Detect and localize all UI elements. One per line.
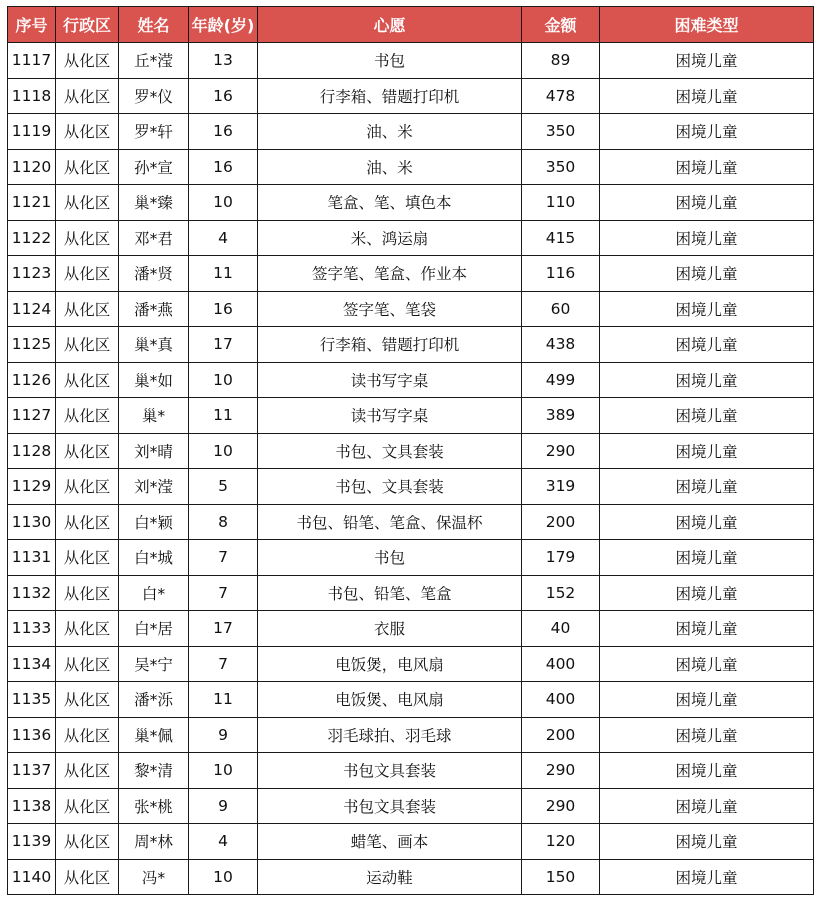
cell-name: 白*颖 [119, 504, 189, 540]
cell-district: 从化区 [56, 398, 119, 434]
cell-wish: 书包、文具套装 [258, 433, 522, 469]
wish-table-container [7, 6, 814, 895]
cell-wish: 书包文具套装 [258, 753, 522, 789]
cell-id: 1127 [8, 398, 56, 434]
cell-amount: 350 [522, 149, 600, 185]
cell-amount: 40 [522, 611, 600, 647]
cell-id: 1117 [8, 43, 56, 79]
cell-age: 7 [189, 575, 258, 611]
cell-wish: 书包、文具套装 [258, 469, 522, 505]
cell-amount: 116 [522, 256, 600, 292]
cell-district: 从化区 [56, 78, 119, 114]
cell-age: 4 [189, 220, 258, 256]
table-body [8, 43, 814, 895]
table-row [8, 220, 814, 256]
cell-name: 刘*滢 [119, 469, 189, 505]
cell-id: 1128 [8, 433, 56, 469]
table-row [8, 611, 814, 647]
cell-difficulty-type: 困境儿童 [600, 149, 814, 185]
cell-age: 11 [189, 682, 258, 718]
cell-difficulty-type: 困境儿童 [600, 398, 814, 434]
cell-wish: 书包文具套装 [258, 788, 522, 824]
table-row [8, 185, 814, 221]
cell-age: 5 [189, 469, 258, 505]
table-row [8, 362, 814, 398]
header-wish: 心愿 [258, 7, 522, 43]
cell-age: 10 [189, 859, 258, 895]
cell-amount: 319 [522, 469, 600, 505]
cell-name: 白* [119, 575, 189, 611]
cell-district: 从化区 [56, 327, 119, 363]
cell-wish: 行李箱、错题打印机 [258, 327, 522, 363]
cell-name: 冯* [119, 859, 189, 895]
cell-difficulty-type: 困境儿童 [600, 291, 814, 327]
cell-age: 7 [189, 540, 258, 576]
cell-name: 巢*如 [119, 362, 189, 398]
cell-name: 刘*晴 [119, 433, 189, 469]
cell-wish: 读书写字桌 [258, 398, 522, 434]
header-age: 年龄(岁) [189, 7, 258, 43]
cell-name: 罗*仪 [119, 78, 189, 114]
table-row [8, 575, 814, 611]
cell-district: 从化区 [56, 788, 119, 824]
cell-district: 从化区 [56, 646, 119, 682]
cell-id: 1134 [8, 646, 56, 682]
cell-name: 巢*臻 [119, 185, 189, 221]
cell-age: 11 [189, 398, 258, 434]
table-header-row [8, 7, 814, 43]
cell-district: 从化区 [56, 682, 119, 718]
cell-id: 1140 [8, 859, 56, 895]
cell-wish: 书包 [258, 540, 522, 576]
cell-wish: 运动鞋 [258, 859, 522, 895]
cell-difficulty-type: 困境儿童 [600, 362, 814, 398]
table-row [8, 256, 814, 292]
cell-amount: 89 [522, 43, 600, 79]
cell-name: 孙*宣 [119, 149, 189, 185]
header-district: 行政区 [56, 7, 119, 43]
cell-id: 1121 [8, 185, 56, 221]
cell-difficulty-type: 困境儿童 [600, 114, 814, 150]
cell-age: 17 [189, 327, 258, 363]
cell-amount: 179 [522, 540, 600, 576]
table-row [8, 859, 814, 895]
cell-name: 白*居 [119, 611, 189, 647]
cell-amount: 290 [522, 753, 600, 789]
cell-difficulty-type: 困境儿童 [600, 824, 814, 860]
cell-id: 1136 [8, 717, 56, 753]
cell-name: 黎*清 [119, 753, 189, 789]
table-row [8, 327, 814, 363]
cell-district: 从化区 [56, 114, 119, 150]
table-row [8, 682, 814, 718]
cell-amount: 415 [522, 220, 600, 256]
table-row [8, 717, 814, 753]
cell-difficulty-type: 困境儿童 [600, 788, 814, 824]
cell-amount: 350 [522, 114, 600, 150]
cell-id: 1131 [8, 540, 56, 576]
cell-difficulty-type: 困境儿童 [600, 504, 814, 540]
cell-amount: 499 [522, 362, 600, 398]
cell-name: 巢* [119, 398, 189, 434]
table-row [8, 646, 814, 682]
cell-wish: 电饭煲，电风扇 [258, 646, 522, 682]
cell-name: 巢*佩 [119, 717, 189, 753]
table-row [8, 114, 814, 150]
cell-age: 4 [189, 824, 258, 860]
cell-amount: 200 [522, 717, 600, 753]
cell-id: 1122 [8, 220, 56, 256]
cell-wish: 油、米 [258, 114, 522, 150]
table-row [8, 753, 814, 789]
cell-age: 11 [189, 256, 258, 292]
cell-name: 吴*宁 [119, 646, 189, 682]
table-row [8, 540, 814, 576]
cell-district: 从化区 [56, 256, 119, 292]
cell-age: 10 [189, 362, 258, 398]
cell-wish: 羽毛球拍、羽毛球 [258, 717, 522, 753]
cell-wish: 笔盒、笔、填色本 [258, 185, 522, 221]
cell-district: 从化区 [56, 504, 119, 540]
cell-age: 7 [189, 646, 258, 682]
table-row [8, 788, 814, 824]
cell-amount: 120 [522, 824, 600, 860]
cell-age: 9 [189, 717, 258, 753]
cell-district: 从化区 [56, 362, 119, 398]
cell-district: 从化区 [56, 291, 119, 327]
cell-district: 从化区 [56, 540, 119, 576]
header-name: 姓名 [119, 7, 189, 43]
cell-difficulty-type: 困境儿童 [600, 78, 814, 114]
cell-amount: 478 [522, 78, 600, 114]
cell-amount: 438 [522, 327, 600, 363]
cell-age: 10 [189, 185, 258, 221]
cell-district: 从化区 [56, 824, 119, 860]
cell-difficulty-type: 困境儿童 [600, 540, 814, 576]
cell-id: 1126 [8, 362, 56, 398]
cell-name: 周*林 [119, 824, 189, 860]
table-row [8, 824, 814, 860]
cell-age: 16 [189, 149, 258, 185]
cell-wish: 书包 [258, 43, 522, 79]
cell-id: 1118 [8, 78, 56, 114]
cell-wish: 书包、铅笔、笔盒 [258, 575, 522, 611]
cell-amount: 290 [522, 433, 600, 469]
cell-name: 巢*真 [119, 327, 189, 363]
cell-age: 16 [189, 78, 258, 114]
cell-name: 白*城 [119, 540, 189, 576]
cell-age: 10 [189, 433, 258, 469]
cell-name: 丘*滢 [119, 43, 189, 79]
cell-name: 潘*贤 [119, 256, 189, 292]
table-row [8, 43, 814, 79]
cell-district: 从化区 [56, 433, 119, 469]
cell-wish: 书包、铅笔、笔盒、保温杯 [258, 504, 522, 540]
cell-amount: 389 [522, 398, 600, 434]
cell-amount: 110 [522, 185, 600, 221]
cell-district: 从化区 [56, 43, 119, 79]
cell-wish: 签字笔、笔袋 [258, 291, 522, 327]
cell-id: 1139 [8, 824, 56, 860]
cell-difficulty-type: 困境儿童 [600, 646, 814, 682]
cell-wish: 油、米 [258, 149, 522, 185]
cell-district: 从化区 [56, 859, 119, 895]
cell-age: 13 [189, 43, 258, 79]
table-row [8, 78, 814, 114]
cell-id: 1135 [8, 682, 56, 718]
cell-amount: 400 [522, 646, 600, 682]
cell-name: 邓*君 [119, 220, 189, 256]
cell-id: 1130 [8, 504, 56, 540]
cell-difficulty-type: 困境儿童 [600, 575, 814, 611]
cell-difficulty-type: 困境儿童 [600, 433, 814, 469]
cell-difficulty-type: 困境儿童 [600, 469, 814, 505]
cell-id: 1138 [8, 788, 56, 824]
cell-age: 17 [189, 611, 258, 647]
cell-wish: 电饭煲、电风扇 [258, 682, 522, 718]
header-amount: 金额 [522, 7, 600, 43]
cell-amount: 290 [522, 788, 600, 824]
cell-difficulty-type: 困境儿童 [600, 327, 814, 363]
cell-age: 8 [189, 504, 258, 540]
cell-wish: 读书写字桌 [258, 362, 522, 398]
cell-wish: 行李箱、错题打印机 [258, 78, 522, 114]
cell-wish: 签字笔、笔盒、作业本 [258, 256, 522, 292]
cell-district: 从化区 [56, 220, 119, 256]
cell-amount: 60 [522, 291, 600, 327]
cell-district: 从化区 [56, 185, 119, 221]
cell-id: 1125 [8, 327, 56, 363]
cell-id: 1123 [8, 256, 56, 292]
cell-id: 1133 [8, 611, 56, 647]
cell-wish: 蜡笔、画本 [258, 824, 522, 860]
cell-id: 1137 [8, 753, 56, 789]
cell-difficulty-type: 困境儿童 [600, 717, 814, 753]
cell-age: 9 [189, 788, 258, 824]
cell-id: 1124 [8, 291, 56, 327]
cell-difficulty-type: 困境儿童 [600, 43, 814, 79]
cell-name: 潘*泺 [119, 682, 189, 718]
header-difficulty-type: 困难类型 [600, 7, 814, 43]
table-row [8, 149, 814, 185]
table-row [8, 504, 814, 540]
cell-difficulty-type: 困境儿童 [600, 753, 814, 789]
cell-wish: 米、鸿运扇 [258, 220, 522, 256]
cell-difficulty-type: 困境儿童 [600, 859, 814, 895]
cell-amount: 200 [522, 504, 600, 540]
cell-wish: 衣服 [258, 611, 522, 647]
cell-district: 从化区 [56, 149, 119, 185]
table-row [8, 398, 814, 434]
cell-name: 罗*轩 [119, 114, 189, 150]
table-row [8, 291, 814, 327]
cell-district: 从化区 [56, 575, 119, 611]
cell-district: 从化区 [56, 717, 119, 753]
cell-district: 从化区 [56, 753, 119, 789]
cell-amount: 152 [522, 575, 600, 611]
cell-amount: 150 [522, 859, 600, 895]
cell-age: 10 [189, 753, 258, 789]
cell-difficulty-type: 困境儿童 [600, 682, 814, 718]
cell-id: 1132 [8, 575, 56, 611]
header-id: 序号 [8, 7, 56, 43]
cell-id: 1120 [8, 149, 56, 185]
cell-id: 1129 [8, 469, 56, 505]
cell-district: 从化区 [56, 469, 119, 505]
cell-district: 从化区 [56, 611, 119, 647]
cell-difficulty-type: 困境儿童 [600, 611, 814, 647]
cell-name: 张*桃 [119, 788, 189, 824]
cell-difficulty-type: 困境儿童 [600, 256, 814, 292]
cell-amount: 400 [522, 682, 600, 718]
cell-age: 16 [189, 291, 258, 327]
cell-difficulty-type: 困境儿童 [600, 185, 814, 221]
table-row [8, 433, 814, 469]
wish-table [7, 6, 814, 895]
table-row [8, 469, 814, 505]
cell-name: 潘*燕 [119, 291, 189, 327]
cell-difficulty-type: 困境儿童 [600, 220, 814, 256]
cell-id: 1119 [8, 114, 56, 150]
cell-age: 16 [189, 114, 258, 150]
